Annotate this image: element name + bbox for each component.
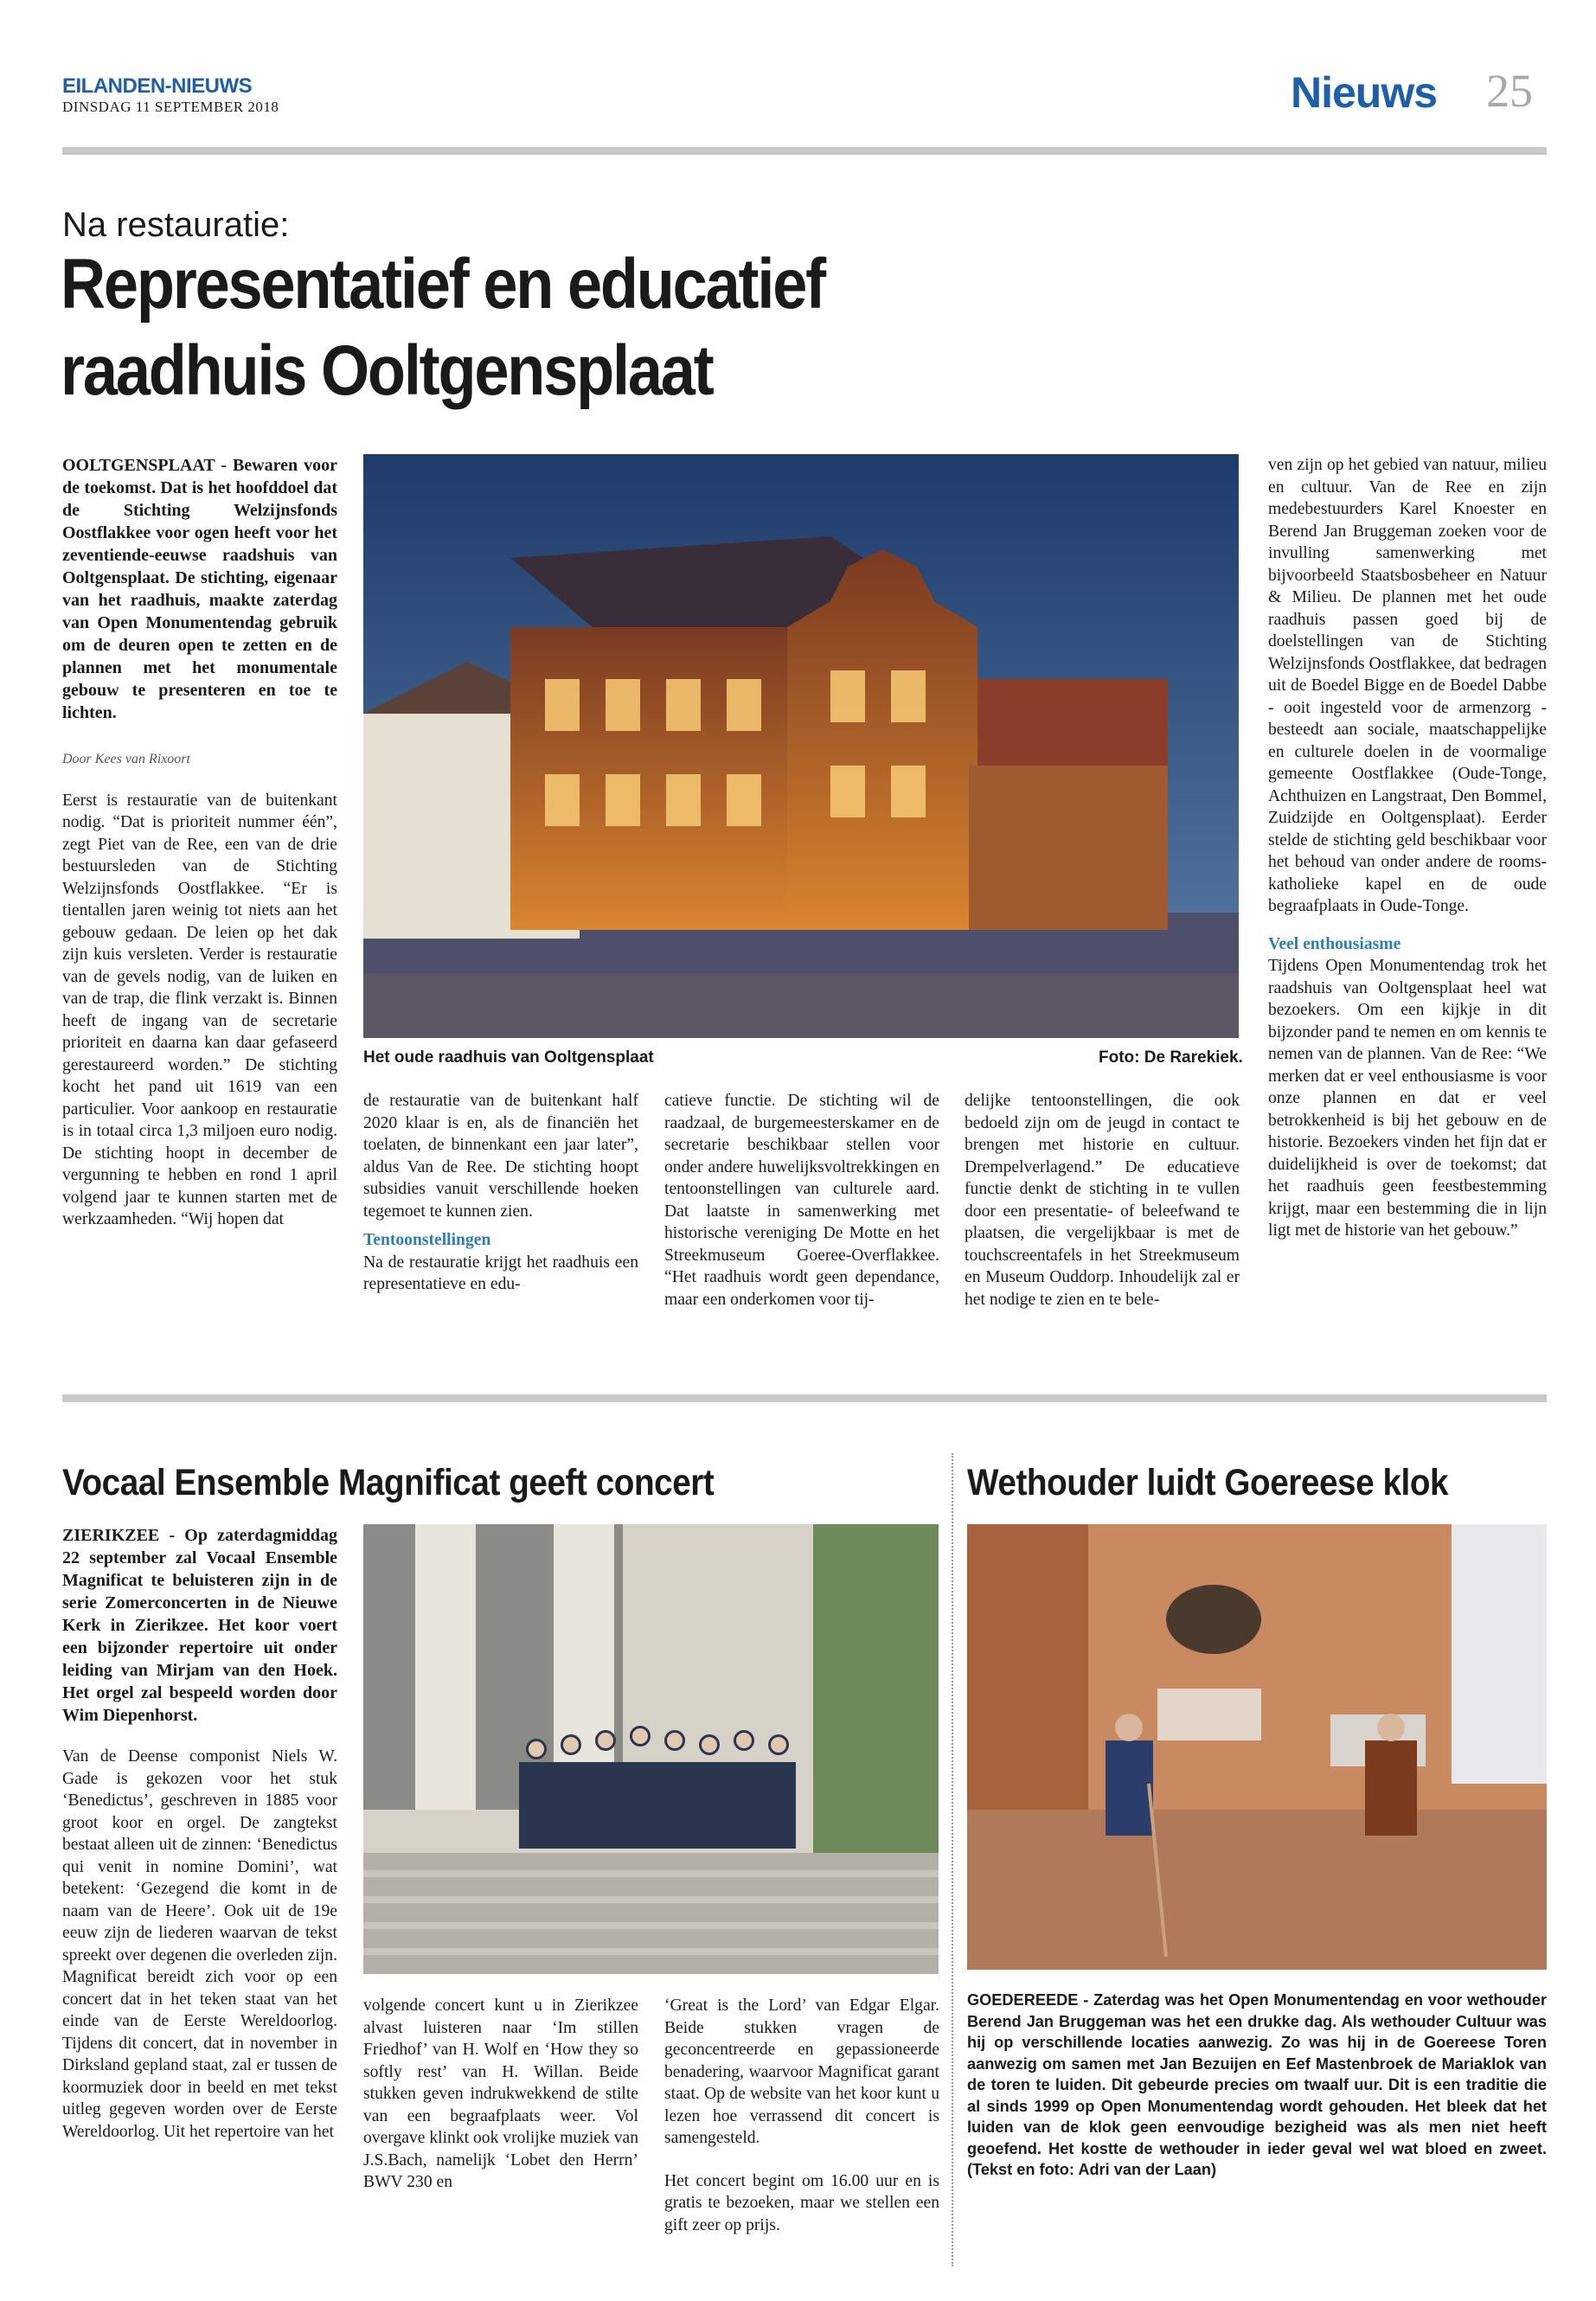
article-col-1 — [62, 454, 337, 1231]
article-col-4 — [965, 1090, 1240, 1311]
photo-caption: Het oude raadhuis van Ooltgensplaat — [363, 1048, 654, 1067]
bell-article-body: GOEDEREEDE - Zaterdag was het Open Monumentendag en voor wethouder Berend Jan Bruggeman was het een drukke dag. Als wethouder Cultuur was hij op verschillende locaties aanwezig. Zo was hij in de Goereese Toren aanwezig om samen met Jan Bezuijen en Eef Mastenbroek de Mariaklok van de toren te luiden. Dit gebeurde precies om twaalf uur. Dit is een traditie die al sinds 1999 op Open Monumentendag wordt gehouden. Het bleek dat het luiden van de klok geen eenvoudige bezigheid was als men niet heeft geoefend. Het kostte de wethouder in ieder geval wel wat bloed en zweet. (Tekst en foto: Adri van der Laan) — [967, 1991, 1547, 2178]
raadhuis-photo — [363, 454, 1239, 1038]
article-kicker: Na restauratie: — [62, 206, 290, 244]
subhead-veel-enthousiasme: Veel enthousiasme — [1268, 934, 1401, 953]
masthead-date: DINSDAG 11 SEPTEMBER 2018 — [62, 99, 279, 115]
concert-col-3 — [664, 1995, 939, 2236]
article-col-2 — [363, 1090, 638, 1296]
article-headline-line1: Representatief en educatief — [61, 245, 824, 324]
article-body: Eerst is restauratie van de buitenkant nodig. “Dat is prioriteit nummer één”, zegt Piet van de Ree, een van de drie bestuursleden van de Stichting Welzijnsfonds Oostflakkee. “Er is tientallen jaren weinig tot niets aan het gebouw gedaan. De leien op het dak zijn kuis versleten. Verder is restauratie van de gevels nodig, van de luiken en van de trap, die flink verzakt is. Binnen heeft de ingang van de secretarie prioriteit en daarna kan daar gefaseerd gerestaureerd worden.” De stichting kocht het pand uit 1619 van een particulier. Voor aankoop en restauratie is in totaal circa 1,3 miljoen euro nodig. De stichting hoopt in december de vergunning te hebben en rond 1 april volgend jaar te kunnen starten met de werkzaamheden. “Wij hopen dat — [62, 791, 337, 1228]
article-body: Na de restauratie krijgt het raadhuis een representatieve en edu- — [363, 1253, 638, 1293]
page-number: 25 — [1486, 65, 1533, 117]
concert-body: Het concert begint om 16.00 uur en is gratis te bezoeken, maar we stellen een gift zeer op prijs. — [664, 2171, 939, 2234]
article-body: Tijdens Open Monumentendag trok het raadshuis van Ooltgensplaat heel wat bezoekers. Om een kijkje in dit bijzonder pand te nemen en om kennis te nemen van de plannen. Van de Ree: “We merken dat er veel enthousiasme is voor onze plannen en dat er veel betrokkenheid is bij het gebouw en de historie. Bezoekers vinden het fijn dat er duidelijkheid is over de toekomst; dat het raadhuis geen feestbestemming krijgt, maar een bestemming die in lijn ligt met de historie van het gebouw.” — [1268, 957, 1547, 1240]
article-lead: OOLTGENSPLAAT - Bewaren voor de toekomst. Dat is het hoofddoel dat de Stichting Welzijnsfonds Oostflakkee voor ogen heeft voor het zeventiende-eeuwse raadshuis van Ooltgensplaat. De stichting, eigenaar van het raadhuis, maakte zaterdag van Open Monumentendag gebruik om de deuren open te zetten en de plannen met het monumentale gebouw te presenteren en toe te lichten. — [62, 456, 337, 722]
bell-photo — [967, 1524, 1547, 1970]
concert-body: volgende concert kunt u in Zierikzee alvast luisteren naar ‘Im stillen Friedhof’ van H. Wolf en ‘How they so softly rest’ van H. Willan. Beide stukken geven indrukwekkend de stilte van een begraafplaats weer. Vol overgave klinkt ook vrolijke muziek van J.S.Bach, namelijk ‘Lobet den Herrn’ BWV 230 en — [363, 1997, 638, 2191]
article-headline-line2: raadhuis Ooltgensplaat — [61, 331, 713, 410]
top-divider — [62, 147, 1547, 155]
article-col-3 — [664, 1090, 939, 1311]
section-title: Nieuws — [1291, 68, 1438, 117]
article-body: de restauratie van de buitenkant half 2020 klaar is en, als de financiën het toelaten, de binnenkant een jaar later”, aldus Van de Ree. De stichting hoopt subsidies vanuit verschillende hoeken tegemoet te kunnen zien. — [363, 1092, 638, 1221]
concert-body: ‘Great is the Lord’ van Edgar Elgar. Beide stukken vragen de geconcentreerde en gepassioneerde benadering, waarvoor Magnificat garant staat. Op de website van het koor kunt u lezen hoe verrassend dit concert is samengesteld. — [664, 1997, 939, 2147]
concert-body: Van de Deense componist Niels W. Gade is gekozen voor het stuk ‘Benedictus’, geschreven in 1885 voor groot koor en orgel. De zangtekst bestaat alleen uit de zinnen: ‘Benedictus qui venit in nomine Domini’, wat betekent: ‘Gezegend die komt in de naam van de Heere’. Ook uit de 19e eeuw zijn de liederen waarvan de tekst spreekt over degenen die overleden zijn. Magnificat bereidt zich voor op een concert dat in het teken staat van het einde van de Eerste Wereldoorlog. Tijdens dit concert, dat in november in Dirksland gepland staat, zal er tussen de koormuziek door in beeld en met tekst uitleg gegeven worden over de Eerste Wereldoorlog. Uit het repertoire van het — [62, 1747, 337, 2141]
article-body: delijke tentoonstellingen, die ook bedoeld zijn om de jeugd in contact te brengen met historie en cultuur. Drempelverlagend.” De educatieve functie denkt de stichting in te vullen door een presentatie- of beleefwand te plaatsen, die vergelijkbaar is met de touchscreentafels in het Streekmuseum en Museum Ouddorp. Inhoudelijk zal er het nodige te zien en te bele- — [965, 1092, 1240, 1309]
concert-headline: Vocaal Ensemble Magnificat geeft concert — [62, 1462, 715, 1503]
bell-headline: Wethouder luidt Goereese klok — [967, 1462, 1449, 1503]
concert-lead: ZIERIKZEE - Op zaterdagmiddag 22 september zal Vocaal Ensemble Magnificat te beluisteren zijn in de serie Zomerconcerten in de Nieuwe Kerk in Zierikzee. Het koor voert een bijzonder repertoire uit onder leiding van Mirjam van den Hoek. Het orgel zal bespeeld worden door Wim Diepenhorst. — [62, 1526, 337, 1725]
middle-divider — [62, 1394, 1547, 1402]
concert-col-1 — [62, 1524, 337, 2143]
article-body: catieve functie. De stichting wil de raadzaal, de burgemeesterskamer en de secretarie beschikbaar stellen voor onder andere huwelijksvoltrekkingen en tentoonstellingen van culturele aard. Dat laatste in samenwerking met historische vereniging De Motte en het Streekmuseum Goeree-Overflakkee. “Het raadhuis wordt geen dependance, maar een onderkomen voor tij- — [664, 1092, 939, 1309]
choir-photo — [363, 1524, 939, 1974]
vertical-divider — [952, 1453, 955, 2266]
concert-col-2 — [363, 1995, 638, 2194]
article-body: ven zijn op het gebied van natuur, milieu en cultuur. Van de Ree en zijn medebestuurders Karel Knoester en Berend Jan Bruggeman zoeken voor de invulling samenwerking met bijvoorbeeld Staatsbosbeheer en Natuur & Milieu. De plannen met het oude raadhuis passen goed bij de doelstellingen van de Stichting Welzijnsfonds Oostflakkee, dat bedragen uit de Boedel Bigge en de Boedel Dabbe - ooit ingesteld voor de armenzorg - besteedt aan sociale, maatschappelijke en culturele doelen in de voormalige gemeente Oostflakkee (Oude-Tonge, Achthuizen en Langstraat, Den Bommel, Zuidzijde en Ooltgensplaat). Eerder stelde de stichting geld beschikbaar voor het behoud van onder andere de rooms-katholieke kapel en de oude begraafplaats in Oude-Tonge. — [1268, 456, 1547, 915]
byline: Door Kees van Rixoort — [62, 752, 190, 766]
photo-credit: Foto: De Rarekiek. — [1099, 1048, 1243, 1067]
article-col-5 — [1268, 454, 1547, 1242]
subhead-tentoonstellingen: Tentoonstellingen — [363, 1231, 491, 1249]
masthead-logo: EILANDEN-NIEUWS — [62, 74, 253, 98]
